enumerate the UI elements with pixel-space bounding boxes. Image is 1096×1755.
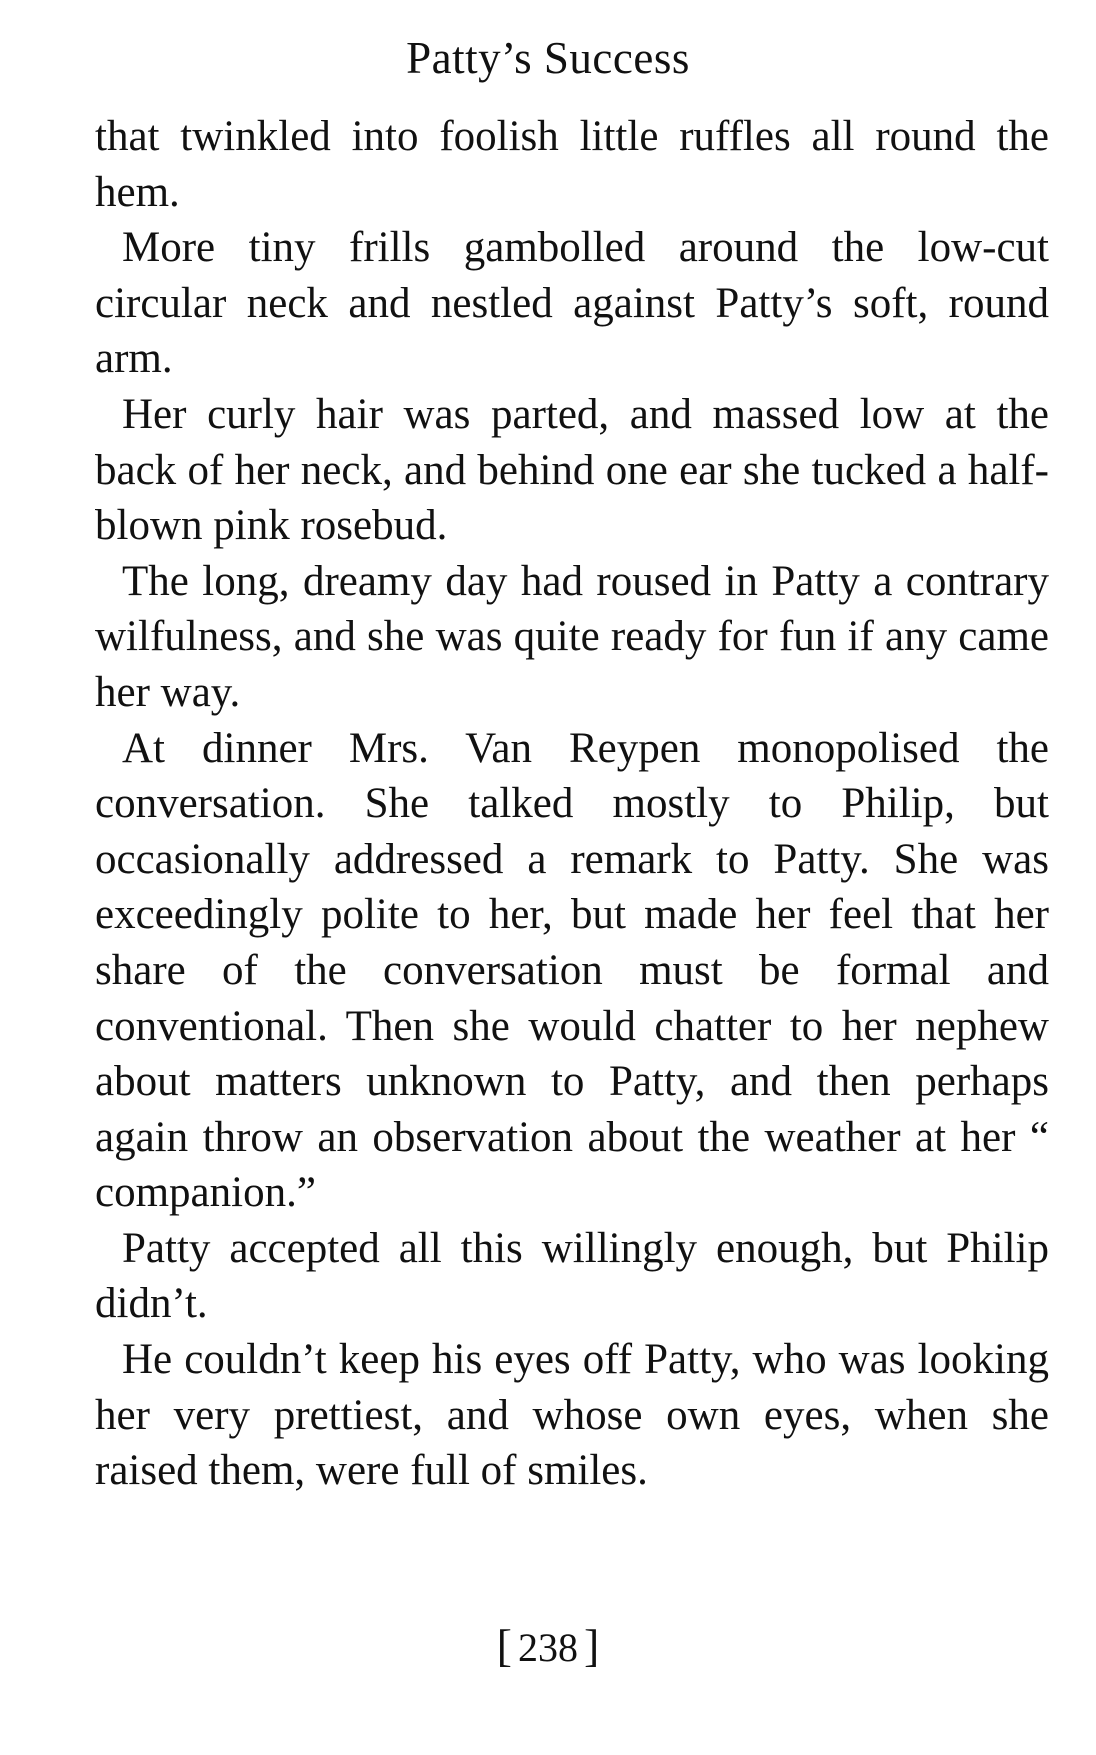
paragraph-continuation: that twinkled into foolish little ruffles all round the hem. xyxy=(95,113,1049,216)
paragraph: At dinner Mrs. Van Reypen monopolised the conversation. She talked mostly to Philip, but occasionally addressed a remark to Patty. She was exceedingly polite to her, but made her feel that her share of the conversation must be formal and conventional. Then she would chatter to her nephew about matters unknown to Patty, and then perhaps again throw an observation about the weather at her “ companion.” xyxy=(95,724,1049,1217)
body-text xyxy=(95,109,1049,1499)
paragraph: Patty accepted all this willingly enough, but Philip didn’t. xyxy=(95,1224,1049,1328)
folio-close-bracket: ] xyxy=(584,1620,600,1671)
paragraph: Her curly hair was parted, and massed low at the back of her neck, and behind one ear she tucked a half-blown pink rosebud. xyxy=(95,390,1049,550)
page-number xyxy=(0,1618,1096,1676)
folio-number: 238 xyxy=(518,1625,578,1670)
paragraph: More tiny frills gambolled around the low-cut circular neck and nestled against Patty’s soft, round arm. xyxy=(95,224,1049,383)
folio-open-bracket: [ xyxy=(496,1620,512,1671)
paragraph: He couldn’t keep his eyes off Patty, who was looking her very prettiest, and whose own eyes, when she raised them, were full of smiles. xyxy=(95,1336,1049,1495)
paragraph: The long, dreamy day had roused in Patty a contrary wilfulness, and she was quite ready for fun if any came her way. xyxy=(95,557,1049,716)
running-head: Patty’s Success xyxy=(406,33,690,83)
